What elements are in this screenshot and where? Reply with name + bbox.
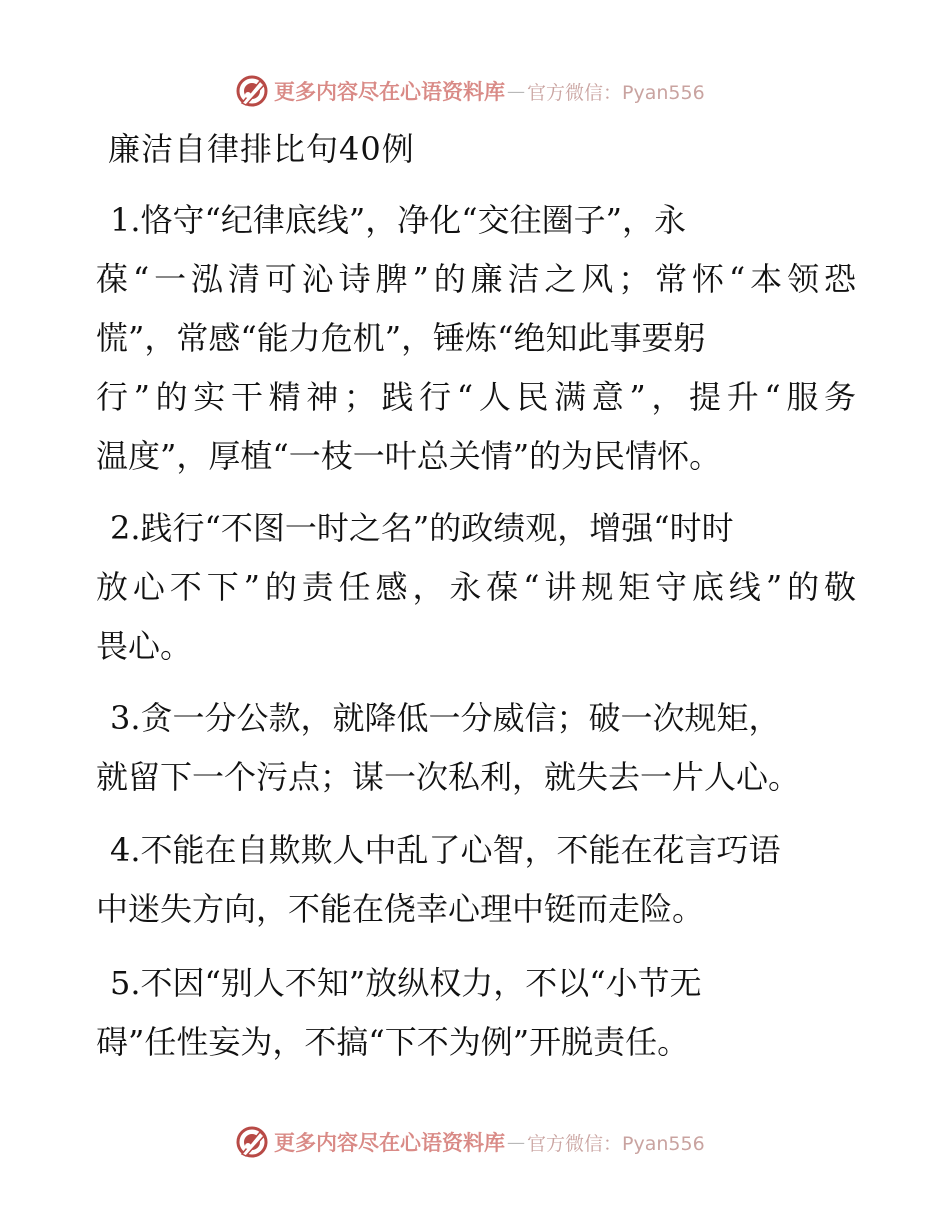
paragraph-line: 4.不能在自欺欺人中乱了心智，不能在花言巧语: [110, 831, 781, 869]
paragraph-1: [96, 191, 856, 486]
footer-watermark: [234, 1122, 705, 1162]
watermark-contact: 官方微信：Pyan556: [527, 1132, 705, 1155]
watermark-brand: 更多内容尽在心语资料库: [274, 79, 505, 104]
paragraph-line: 就留下一个污点；谋一次私利，就失去一片人心。: [96, 758, 801, 796]
paragraph-3: [96, 689, 856, 807]
watermark-separator: —: [507, 1131, 525, 1153]
writing-pen-logo-icon: [234, 73, 270, 109]
paragraph-line: 碍”任性妄为，不搞“下不为例”开脱责任。: [96, 1023, 690, 1061]
paragraph-line: 3.贪一分公款，就降低一分威信；破一次规矩，: [110, 699, 781, 737]
document-title: 廉洁自律排比句40例: [108, 130, 415, 168]
paragraph-5: [96, 954, 856, 1072]
paragraph-line: 慌”，常感“能力危机”，锤炼“绝知此事要躬: [96, 319, 706, 357]
paragraph-line: 畏心。: [96, 627, 193, 665]
watermark-separator: —: [507, 80, 525, 102]
paragraph-4: [96, 821, 856, 939]
writing-pen-logo-icon: [234, 1124, 270, 1160]
paragraph-line: 行”的实干精神；践行“人民满意”，提升“服务: [96, 378, 856, 416]
paragraph-2: [96, 499, 856, 676]
paragraph-line: 中迷失方向，不能在侥幸心理中铤而走险。: [96, 890, 705, 928]
watermark-brand: 更多内容尽在心语资料库: [274, 1130, 505, 1155]
paragraph-line: 放心不下”的责任感，永葆“讲规矩守底线”的敬: [96, 568, 856, 606]
paragraph-line: 5.不因“别人不知”放纵权力，不以“小节无: [110, 964, 702, 1002]
paragraph-line: 葆“一泓清可沁诗脾”的廉洁之风；常怀“本领恐: [96, 260, 856, 298]
paragraph-line: 2.践行“不图一时之名”的政绩观，增强“时时: [110, 509, 734, 547]
watermark-contact: 官方微信：Pyan556: [527, 81, 705, 104]
header-watermark: [234, 71, 705, 111]
paragraph-line: 1.恪守“纪律底线”，净化“交往圈子”，永: [110, 201, 686, 239]
paragraph-line: 温度”，厚植“一枝一叶总关情”的为民情怀。: [96, 437, 722, 475]
